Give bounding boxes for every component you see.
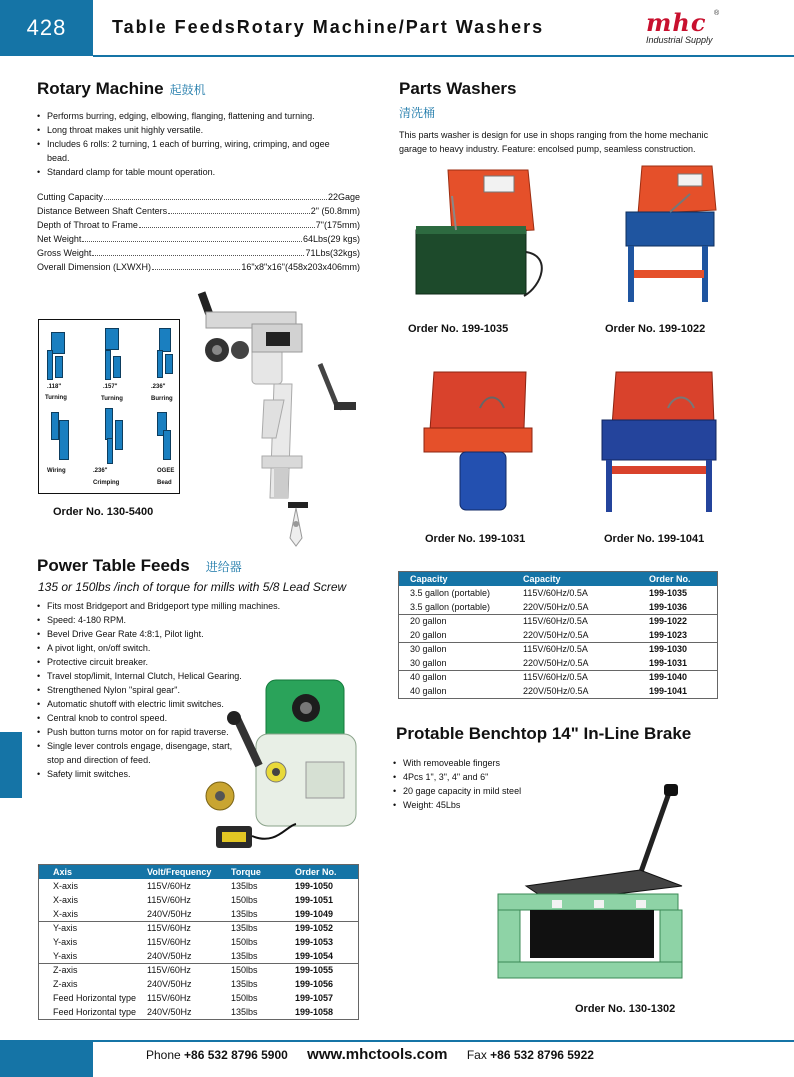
table-row bbox=[39, 907, 358, 921]
list-item: • Single lever controls engage, disengage, start, stop and direction of feed. bbox=[37, 739, 237, 767]
roller-shape bbox=[105, 350, 111, 380]
table-cell: 135lbs bbox=[231, 979, 258, 989]
table-cell: 3.5 gallon (portable) bbox=[410, 588, 491, 598]
diagram-label: Crimping bbox=[93, 480, 120, 486]
table-cell: 115V/60Hz bbox=[147, 895, 191, 905]
list-item: • Central knob to control speed. bbox=[37, 711, 282, 725]
table-cell: 199-1035 bbox=[649, 588, 688, 598]
roller-profile-diagram bbox=[38, 319, 180, 494]
spec-dots bbox=[152, 269, 240, 270]
logo-registered: ® bbox=[714, 10, 720, 17]
washers-table bbox=[398, 571, 718, 699]
list-item: • Weight: 45Lbs bbox=[393, 798, 713, 812]
table-cell: Z-axis bbox=[39, 963, 143, 977]
table-header: Capacity bbox=[511, 572, 637, 586]
spec-label: Cutting Capacity bbox=[37, 192, 104, 202]
roller-shape bbox=[159, 328, 171, 352]
washer-order-no: Order No. 199-1035 bbox=[408, 323, 509, 335]
spec-value: 2" (50.8mm) bbox=[310, 206, 360, 216]
table-cell: 220V/50Hz/0.5A bbox=[523, 657, 589, 668]
table-cell: 135lbs bbox=[231, 1007, 258, 1017]
list-item: • Bevel Drive Gear Rate 4:8:1, Pilot light. bbox=[37, 627, 282, 641]
table-cell: 40 gallon bbox=[399, 670, 511, 684]
table-feeds-subtitle: 135 or 150lbs /inch of torque for mills with 5/8 Lead Screw bbox=[38, 580, 347, 594]
table-cell: 135lbs bbox=[231, 950, 258, 961]
table-cell: 115V/60Hz/0.5A bbox=[523, 588, 588, 598]
diagram-label: Bead bbox=[157, 480, 172, 486]
rotary-machine-image bbox=[192, 288, 362, 550]
footer-rule bbox=[93, 1040, 794, 1042]
rotary-bullets bbox=[37, 109, 357, 179]
table-cell: 199-1053 bbox=[295, 937, 334, 947]
table-cell: 115V/60Hz bbox=[143, 921, 229, 935]
washers-title: Parts Washers bbox=[399, 79, 517, 98]
page-title: Table FeedsRotary Machine/Part Washers bbox=[112, 17, 545, 37]
page-number: 428 bbox=[0, 0, 93, 56]
table-row bbox=[399, 600, 717, 614]
table-cell: 199-1056 bbox=[295, 979, 334, 989]
table-feeds-title-cn: 进给器 bbox=[205, 560, 242, 574]
table-cell: 240V/50Hz bbox=[147, 1007, 192, 1017]
list-item: • Travel stop/limit, Internal Clutch, Helical Gearing. bbox=[37, 669, 297, 683]
spec-value: 7"(175mm) bbox=[315, 220, 360, 230]
spec-label: Overall Dimension (LXWXH) bbox=[37, 262, 152, 272]
table-cell: 135lbs bbox=[229, 921, 289, 935]
table-cell: 199-1041 bbox=[649, 686, 688, 696]
roller-shape bbox=[55, 356, 63, 378]
diagram-label: Turning bbox=[101, 396, 123, 402]
table-cell: X-axis bbox=[53, 908, 79, 919]
list-item: • Performs burring, edging, elbowing, flanging, flattening and turning. bbox=[37, 109, 357, 123]
table-header: Axis bbox=[39, 865, 143, 879]
diagram-label: .236" bbox=[93, 468, 108, 474]
diagram-label: .157" bbox=[103, 384, 118, 390]
footer-phone: +86 532 8796 5900 bbox=[184, 1048, 288, 1062]
table-feeds-title-text: Power Table Feeds bbox=[37, 556, 190, 575]
list-item: • Safety limit switches. bbox=[37, 767, 282, 781]
table-cell: 115V/60Hz bbox=[143, 963, 229, 977]
table-cell: 115V/60Hz bbox=[147, 993, 191, 1003]
washer-order-no: Order No. 199-1041 bbox=[604, 533, 705, 545]
washer-order-no: Order No. 199-1031 bbox=[425, 533, 526, 545]
table-cell: Feed Horizontal type bbox=[53, 1007, 137, 1017]
table-cell: 150lbs bbox=[231, 895, 258, 905]
spec-row bbox=[37, 204, 360, 218]
spec-dots bbox=[104, 199, 327, 200]
spec-row bbox=[37, 246, 360, 260]
table-row bbox=[39, 879, 358, 893]
table-cell: 240V/50Hz bbox=[147, 908, 192, 919]
table-feeds-table bbox=[38, 864, 359, 1020]
roller-shape bbox=[157, 350, 163, 378]
table-cell: 199-1023 bbox=[649, 629, 688, 640]
table-cell: 40 gallon bbox=[410, 686, 447, 696]
table-cell: 20 gallon bbox=[399, 614, 511, 628]
list-item: • Automatic shutoff with electric limit switches. bbox=[37, 697, 282, 711]
table-row bbox=[39, 921, 358, 935]
rotary-title bbox=[37, 79, 206, 99]
table-cell: 150lbs bbox=[229, 963, 289, 977]
table-header: Order No. bbox=[289, 865, 358, 879]
roller-shape bbox=[165, 354, 173, 374]
table-cell: 135lbs bbox=[231, 908, 258, 919]
table-cell: X-axis bbox=[53, 881, 79, 891]
footer-fax: +86 532 8796 5922 bbox=[490, 1048, 594, 1062]
table-cell: 199-1040 bbox=[637, 670, 717, 684]
table-cell: 199-1054 bbox=[295, 950, 334, 961]
table-cell: 3.5 gallon (portable) bbox=[410, 601, 491, 612]
table-cell: 199-1052 bbox=[289, 921, 358, 935]
rotary-title-text: Rotary Machine bbox=[37, 79, 164, 98]
footer-website[interactable]: www.mhctools.com bbox=[307, 1046, 448, 1063]
footer-contact bbox=[146, 1046, 594, 1063]
spec-row bbox=[37, 218, 360, 232]
table-cell: 199-1050 bbox=[295, 881, 334, 891]
rotary-title-cn: 起鼓机 bbox=[169, 83, 206, 97]
list-item: • Standard clamp for table mount operation. bbox=[37, 165, 357, 179]
list-item: • Push button turns motor on for rapid traverse. bbox=[37, 725, 282, 739]
brake-order-no: Order No. 130-1302 bbox=[575, 1003, 676, 1015]
spec-value: 16"x8"x16"(458x203x406mm) bbox=[241, 262, 360, 272]
washers-grid bbox=[399, 572, 717, 698]
table-cell: 150lbs bbox=[231, 993, 258, 1003]
table-header: Capacity bbox=[399, 572, 511, 586]
power-feed-image bbox=[196, 676, 362, 858]
spec-row bbox=[37, 190, 360, 204]
table-header-row bbox=[39, 865, 358, 879]
diagram-label: .118" bbox=[47, 384, 62, 390]
table-cell: Z-axis bbox=[53, 979, 78, 989]
spec-dots bbox=[168, 213, 310, 214]
table-header-row bbox=[399, 572, 717, 586]
roller-shape bbox=[163, 430, 171, 460]
table-cell: 115V/60Hz/0.5A bbox=[511, 670, 637, 684]
washer-order-no: Order No. 199-1022 bbox=[605, 323, 706, 335]
list-item: • 20 gage capacity in mild steel bbox=[393, 784, 713, 798]
spec-label: Depth of Throat to Frame bbox=[37, 220, 138, 230]
washers-title-cn: 清洗桶 bbox=[399, 106, 436, 120]
table-cell: 115V/60Hz bbox=[147, 881, 191, 891]
diagram-label: .236" bbox=[151, 384, 166, 390]
table-feeds-title bbox=[37, 556, 242, 576]
table-row bbox=[39, 893, 358, 907]
footer-fax-label: Fax bbox=[466, 1048, 487, 1062]
table-cell: 199-1051 bbox=[295, 895, 334, 905]
list-item: • Strengthened Nylon "spiral gear". bbox=[37, 683, 282, 697]
spec-dots bbox=[139, 227, 315, 228]
brake-title: Protable Benchtop 14" In-Line Brake bbox=[396, 724, 692, 743]
spec-row bbox=[37, 232, 360, 246]
table-row bbox=[399, 656, 717, 670]
table-cell: 115V/60Hz/0.5A bbox=[511, 614, 637, 628]
table-row bbox=[39, 949, 358, 963]
table-cell: 20 gallon bbox=[410, 629, 447, 640]
table-cell: 199-1030 bbox=[637, 642, 717, 656]
table-cell: 150lbs bbox=[231, 937, 258, 947]
table-header: Volt/Frequency bbox=[143, 865, 229, 879]
table-cell: 240V/50Hz bbox=[147, 950, 192, 961]
logo-subtitle: Industrial Supply bbox=[646, 35, 713, 45]
table-cell: 115V/60Hz/0.5A bbox=[511, 642, 637, 656]
rotary-order-no: Order No. 130-5400 bbox=[53, 506, 154, 518]
list-item: • With removeable fingers bbox=[393, 756, 713, 770]
brake-image bbox=[490, 782, 700, 992]
table-cell: Y-axis bbox=[39, 921, 143, 935]
list-item: • Includes 6 rolls: 2 turning, 1 each of burring, wiring, crimping, and ogee bead. bbox=[37, 137, 337, 165]
table-row bbox=[39, 1005, 358, 1019]
table-header: Order No. bbox=[637, 572, 717, 586]
washer-1022-image bbox=[620, 164, 720, 310]
table-cell: X-axis bbox=[53, 895, 79, 905]
table-cell: 240V/50Hz bbox=[147, 979, 192, 989]
table-cell: Feed Horizontal type bbox=[53, 993, 137, 1003]
diagram-label: Turning bbox=[45, 395, 67, 401]
roller-shape bbox=[115, 420, 123, 450]
table-cell: 135lbs bbox=[231, 881, 258, 891]
diagram-label: Wiring bbox=[47, 468, 66, 474]
list-item: • Fits most Bridgeport and Bridgeport type milling machines. bbox=[37, 599, 357, 613]
table-cell: 30 gallon bbox=[410, 657, 447, 668]
table-row bbox=[399, 614, 717, 628]
spec-label: Distance Between Shaft Centers bbox=[37, 206, 168, 216]
table-cell: 199-1031 bbox=[649, 657, 688, 668]
spec-value: 22Gage bbox=[327, 192, 360, 202]
table-cell: 220V/50Hz/0.5A bbox=[523, 686, 589, 696]
side-tab bbox=[0, 732, 22, 798]
table-row bbox=[399, 684, 717, 698]
roller-shape bbox=[51, 332, 65, 354]
table-row bbox=[39, 977, 358, 991]
table-cell: 199-1055 bbox=[289, 963, 358, 977]
table-row bbox=[39, 963, 358, 977]
list-item: • 4Pcs 1", 3", 4" and 6" bbox=[393, 770, 713, 784]
spec-label: Net Weight bbox=[37, 234, 82, 244]
mhc-logo bbox=[646, 8, 726, 46]
table-row bbox=[399, 642, 717, 656]
spec-dots bbox=[82, 241, 302, 242]
spec-row bbox=[37, 260, 360, 274]
list-item: • Protective circuit breaker. bbox=[37, 655, 282, 669]
roller-shape bbox=[105, 408, 113, 440]
table-cell: 30 gallon bbox=[399, 642, 511, 656]
table-cell: 199-1058 bbox=[295, 1007, 334, 1017]
roller-shape bbox=[105, 328, 119, 350]
table-header: Torque bbox=[229, 865, 289, 879]
roller-shape bbox=[51, 412, 59, 440]
table-row bbox=[399, 670, 717, 684]
table-cell: 115V/60Hz bbox=[147, 937, 191, 947]
table-feeds-grid bbox=[39, 865, 358, 1019]
spec-value: 71Lbs(32kgs) bbox=[305, 248, 360, 258]
washer-1035-image bbox=[412, 166, 552, 316]
spec-dots bbox=[92, 255, 304, 256]
roller-shape bbox=[113, 356, 121, 378]
footer-phone-label: Phone bbox=[146, 1048, 181, 1062]
diagram-label: OGEE bbox=[157, 468, 175, 474]
table-cell: 199-1022 bbox=[637, 614, 717, 628]
logo-mark: mhc bbox=[646, 8, 707, 37]
table-cell: 199-1049 bbox=[295, 908, 334, 919]
table-row bbox=[399, 586, 717, 600]
footer-bar bbox=[0, 1040, 93, 1077]
table-cell: 199-1036 bbox=[649, 601, 688, 612]
table-row bbox=[39, 935, 358, 949]
table-cell: Y-axis bbox=[53, 937, 78, 947]
table-row bbox=[39, 991, 358, 1005]
washer-1041-image bbox=[598, 368, 724, 518]
table-cell: 199-1057 bbox=[295, 993, 334, 1003]
list-item: • A pivot light, on/off switch. bbox=[37, 641, 282, 655]
spec-value: 64Lbs(29 kgs) bbox=[302, 234, 360, 244]
roller-shape bbox=[47, 350, 53, 380]
list-item: • Speed: 4-180 RPM. bbox=[37, 613, 282, 627]
rotary-specs bbox=[37, 190, 360, 274]
washers-description: This parts washer is design for use in shops ranging from the home mechanic garage to heavy industry. Feature: encolsed pump, seamless construction. bbox=[399, 130, 709, 154]
spec-label: Gross Weight bbox=[37, 248, 92, 258]
washer-1031-image bbox=[420, 368, 536, 518]
list-item: • Long throat makes unit highly versatile. bbox=[37, 123, 357, 137]
table-row bbox=[399, 628, 717, 642]
table-cell: 220V/50Hz/0.5A bbox=[523, 601, 589, 612]
diagram-label: Burring bbox=[151, 396, 173, 402]
table-cell: 220V/50Hz/0.5A bbox=[523, 629, 589, 640]
table-cell: Y-axis bbox=[53, 950, 78, 961]
header-rule bbox=[93, 55, 794, 57]
roller-shape bbox=[59, 420, 69, 460]
roller-shape bbox=[107, 438, 113, 464]
